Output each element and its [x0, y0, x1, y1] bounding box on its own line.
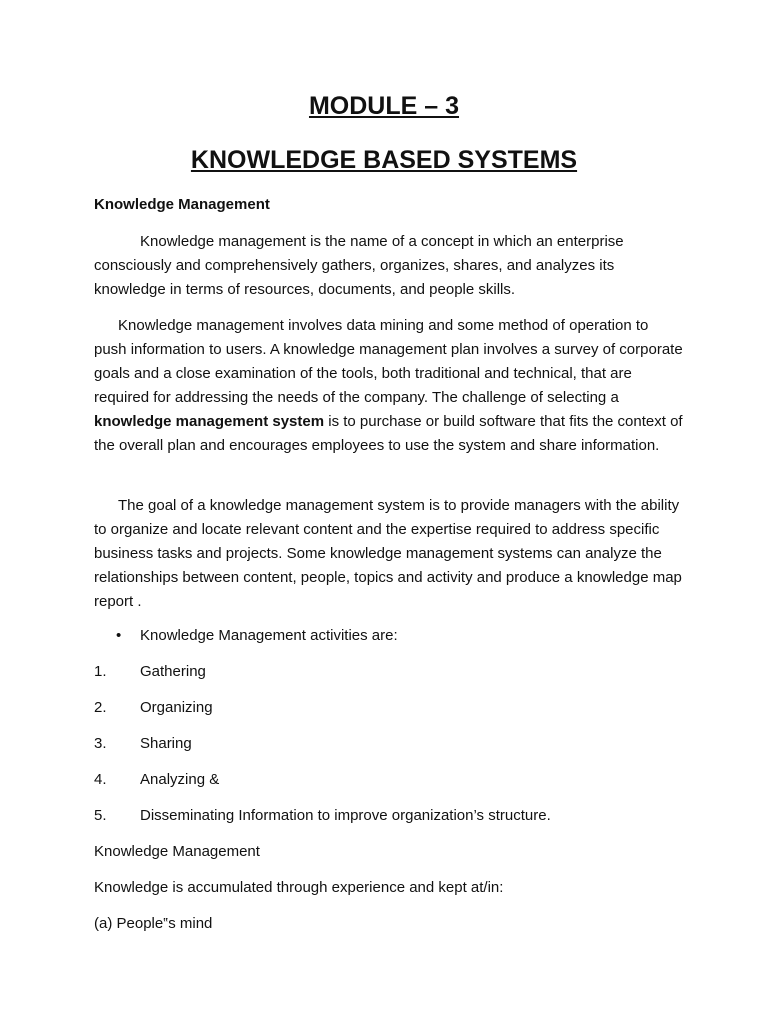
section-heading: Knowledge Management: [94, 196, 270, 213]
list-item: [94, 804, 551, 840]
list-item-number: 1.: [94, 663, 107, 680]
list-item-number: 3.: [94, 735, 107, 752]
list-item-text: Disseminating Information to improve organization’s structure.: [140, 807, 551, 824]
list-item-text: Organizing: [140, 699, 213, 716]
bullet-text: Knowledge Management activities are:: [140, 627, 398, 644]
accumulated-statement: Knowledge is accumulated through experience and kept at/in:: [94, 879, 504, 896]
list-item-number: 5.: [94, 807, 107, 824]
list-item-number: 2.: [94, 699, 107, 716]
list-item: [94, 768, 551, 804]
paragraph-2-text-a: Knowledge management involves data mining and some method of operation to push information to users. A knowledge management plan involves a survey of corporate goals and a close examination of the tools, both traditional and technical, that are required for addressing the needs of the company. The challenge of selecting a: [94, 317, 683, 406]
list-item-text: Sharing: [140, 735, 192, 752]
activities-list: [94, 660, 551, 840]
list-item: [94, 732, 551, 768]
item-a: (a) People‟s mind: [94, 915, 213, 932]
list-item: [94, 660, 551, 696]
paragraph-3: The goal of a knowledge management system is to provide managers with the ability to organize and locate relevant content and the expertise required to address specific business tasks and projects. Some knowledge management systems can analyze the relationships between content, people, topics and activity and produce a knowledge map report .: [94, 497, 682, 610]
paragraph-2-bold-term: knowledge management system: [94, 413, 325, 430]
bullet-item: [116, 626, 398, 646]
document-title: KNOWLEDGE BASED SYSTEMS: [190, 146, 578, 174]
list-item-number: 4.: [94, 771, 107, 788]
paragraph-2: [94, 314, 684, 458]
list-item: [94, 696, 551, 732]
list-item-text: Gathering: [140, 663, 206, 680]
module-title: MODULE – 3: [308, 92, 460, 120]
paragraph-1: Knowledge management is the name of a concept in which an enterprise consciously and comprehensively gathers, organizes, shares, and analyzes its knowledge in terms of resources, documents, and people skills.: [94, 233, 624, 298]
paragraph-2-text-b: is to purchase or build software that fits the context of the overall plan and encourages employees to use the system and share information.: [94, 413, 683, 454]
list-item-text: Analyzing &: [140, 771, 220, 788]
section-heading-2: Knowledge Management: [94, 843, 260, 860]
bullet-icon: •: [116, 627, 122, 644]
